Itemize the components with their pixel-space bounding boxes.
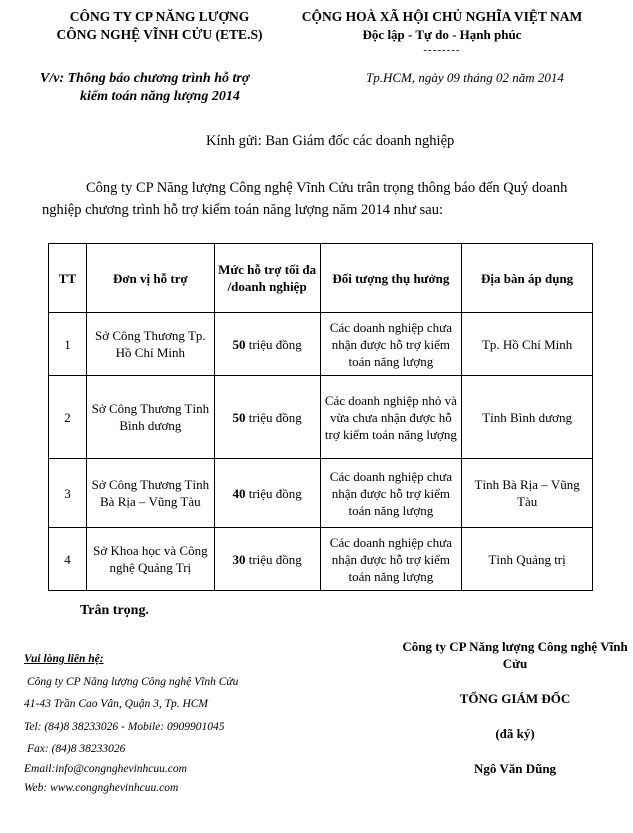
cell-target: Các doanh nghiệp chưa nhận được hỗ trợ kiểm toán năng lượng (320, 459, 462, 528)
header-area: Địa bàn áp dụng (462, 244, 593, 313)
table-row (49, 528, 593, 591)
signature-name: Ngô Văn Dũng (473, 761, 557, 776)
nation-motto: Độc lập - Tự do - Hạnh phúc (362, 27, 522, 42)
cell-area: Tp. Hồ Chí Minh (462, 313, 593, 376)
signature-block (400, 638, 630, 777)
cell-amount: 30 (232, 551, 246, 567)
contact-block (24, 648, 304, 798)
nation-title: CỘNG HOÀ XÃ HỘI CHỦ NGHĨA VIỆT NAM (301, 9, 583, 24)
contact-email[interactable]: Email:info@congnghevinhcuu.com (24, 762, 187, 775)
cell-amount-unit: triệu đồng (248, 551, 302, 567)
document-date: Tp.HCM, ngày 09 tháng 02 năm 2014 (366, 70, 564, 85)
national-header (282, 8, 602, 56)
cell-area: Tỉnh Quảng trị (462, 528, 593, 591)
subject-block (40, 70, 300, 106)
header-target: Đối tượng thụ hưởng (320, 244, 462, 313)
cell-area: Tỉnh Bình dương (462, 376, 593, 459)
signature-signed: (đã ký) (495, 726, 535, 741)
header-tt: TT (49, 244, 87, 313)
header-unit: Đơn vị hỗ trợ (86, 244, 214, 313)
header-divider: -------- (423, 44, 461, 56)
cell-max (214, 313, 320, 376)
company-name-line1: CÔNG TY CP NĂNG LƯỢNG (69, 9, 250, 24)
intro-paragraph: Công ty CP Năng lượng Công nghệ Vĩnh Cửu trân trọng thông báo đến Quý doanh nghiệp chương trình hỗ trợ kiểm toán năng lượng năm 2014 như sau: (42, 180, 568, 218)
signature-company: Công ty CP Năng lượng Công nghệ Vĩnh Cửu (402, 639, 628, 671)
subject-line2: kiểm toán năng lượng 2014 (80, 89, 240, 104)
subject-line1: V/v: Thông báo chương trình hỗ trợ (40, 71, 250, 86)
contact-fax: Fax: (84)8 38233026 (27, 743, 126, 755)
cell-max (214, 376, 320, 459)
cell-target: Các doanh nghiệp chưa nhận được hỗ trợ kiểm toán năng lượng (320, 528, 462, 591)
contact-address: 41-43 Trần Cao Vân, Quận 3, Tp. HCM (24, 698, 209, 710)
cell-unit: Sở Công Thương Tỉnh Bình dương (86, 376, 214, 459)
cell-target: Các doanh nghiệp chưa nhận được hỗ trợ kiểm toán năng lượng (320, 313, 462, 376)
cell-tt: 3 (49, 459, 87, 528)
cell-amount: 40 (232, 485, 246, 501)
table-header-row (49, 244, 593, 313)
header-max: Mức hỗ trợ tối đa /doanh nghiệp (214, 244, 320, 313)
cell-unit: Sở Công Thương Tp. Hồ Chí Minh (86, 313, 214, 376)
greeting: Kính gửi: Ban Giám đốc các doanh nghiệp (206, 133, 455, 149)
cell-amount-unit: triệu đồng (248, 409, 302, 425)
contact-company: Công ty CP Năng lượng Công nghệ Vĩnh Cửu (27, 675, 239, 688)
table-row (49, 313, 593, 376)
company-name-line2: CÔNG NGHỆ VĨNH CỬU (ETE.S) (56, 27, 263, 42)
cell-tt: 2 (49, 376, 87, 459)
cell-max (214, 459, 320, 528)
cell-amount-unit: triệu đồng (248, 485, 302, 501)
cell-target: Các doanh nghiệp nhỏ và vừa chưa nhận được hỗ trợ kiểm toán năng lượng (320, 376, 462, 459)
contact-tel: Tel: (84)8 38233026 - Mobile: 0909901045 (24, 720, 225, 733)
support-table (48, 243, 593, 591)
company-header (42, 8, 277, 44)
table-row (49, 459, 593, 528)
cell-amount-unit: triệu đồng (248, 336, 302, 352)
closing-regards: Trân trọng. (80, 603, 149, 618)
cell-unit: Sở Công Thương Tỉnh Bà Rịa – Vũng Tàu (86, 459, 214, 528)
contact-title: Vui lòng liên hệ: (24, 653, 104, 665)
cell-area: Tỉnh Bà Rịa – Vũng Tàu (462, 459, 593, 528)
cell-tt: 4 (49, 528, 87, 591)
contact-web[interactable]: Web: www.congnghevinhcuu.com (24, 781, 179, 794)
table-row (49, 376, 593, 459)
cell-amount: 50 (232, 409, 246, 425)
cell-tt: 1 (49, 313, 87, 376)
cell-unit: Sở Khoa học và Công nghệ Quảng Trị (86, 528, 214, 591)
signature-role: TỔNG GIÁM ĐỐC (459, 691, 571, 706)
cell-max (214, 528, 320, 591)
cell-amount: 50 (232, 336, 246, 352)
